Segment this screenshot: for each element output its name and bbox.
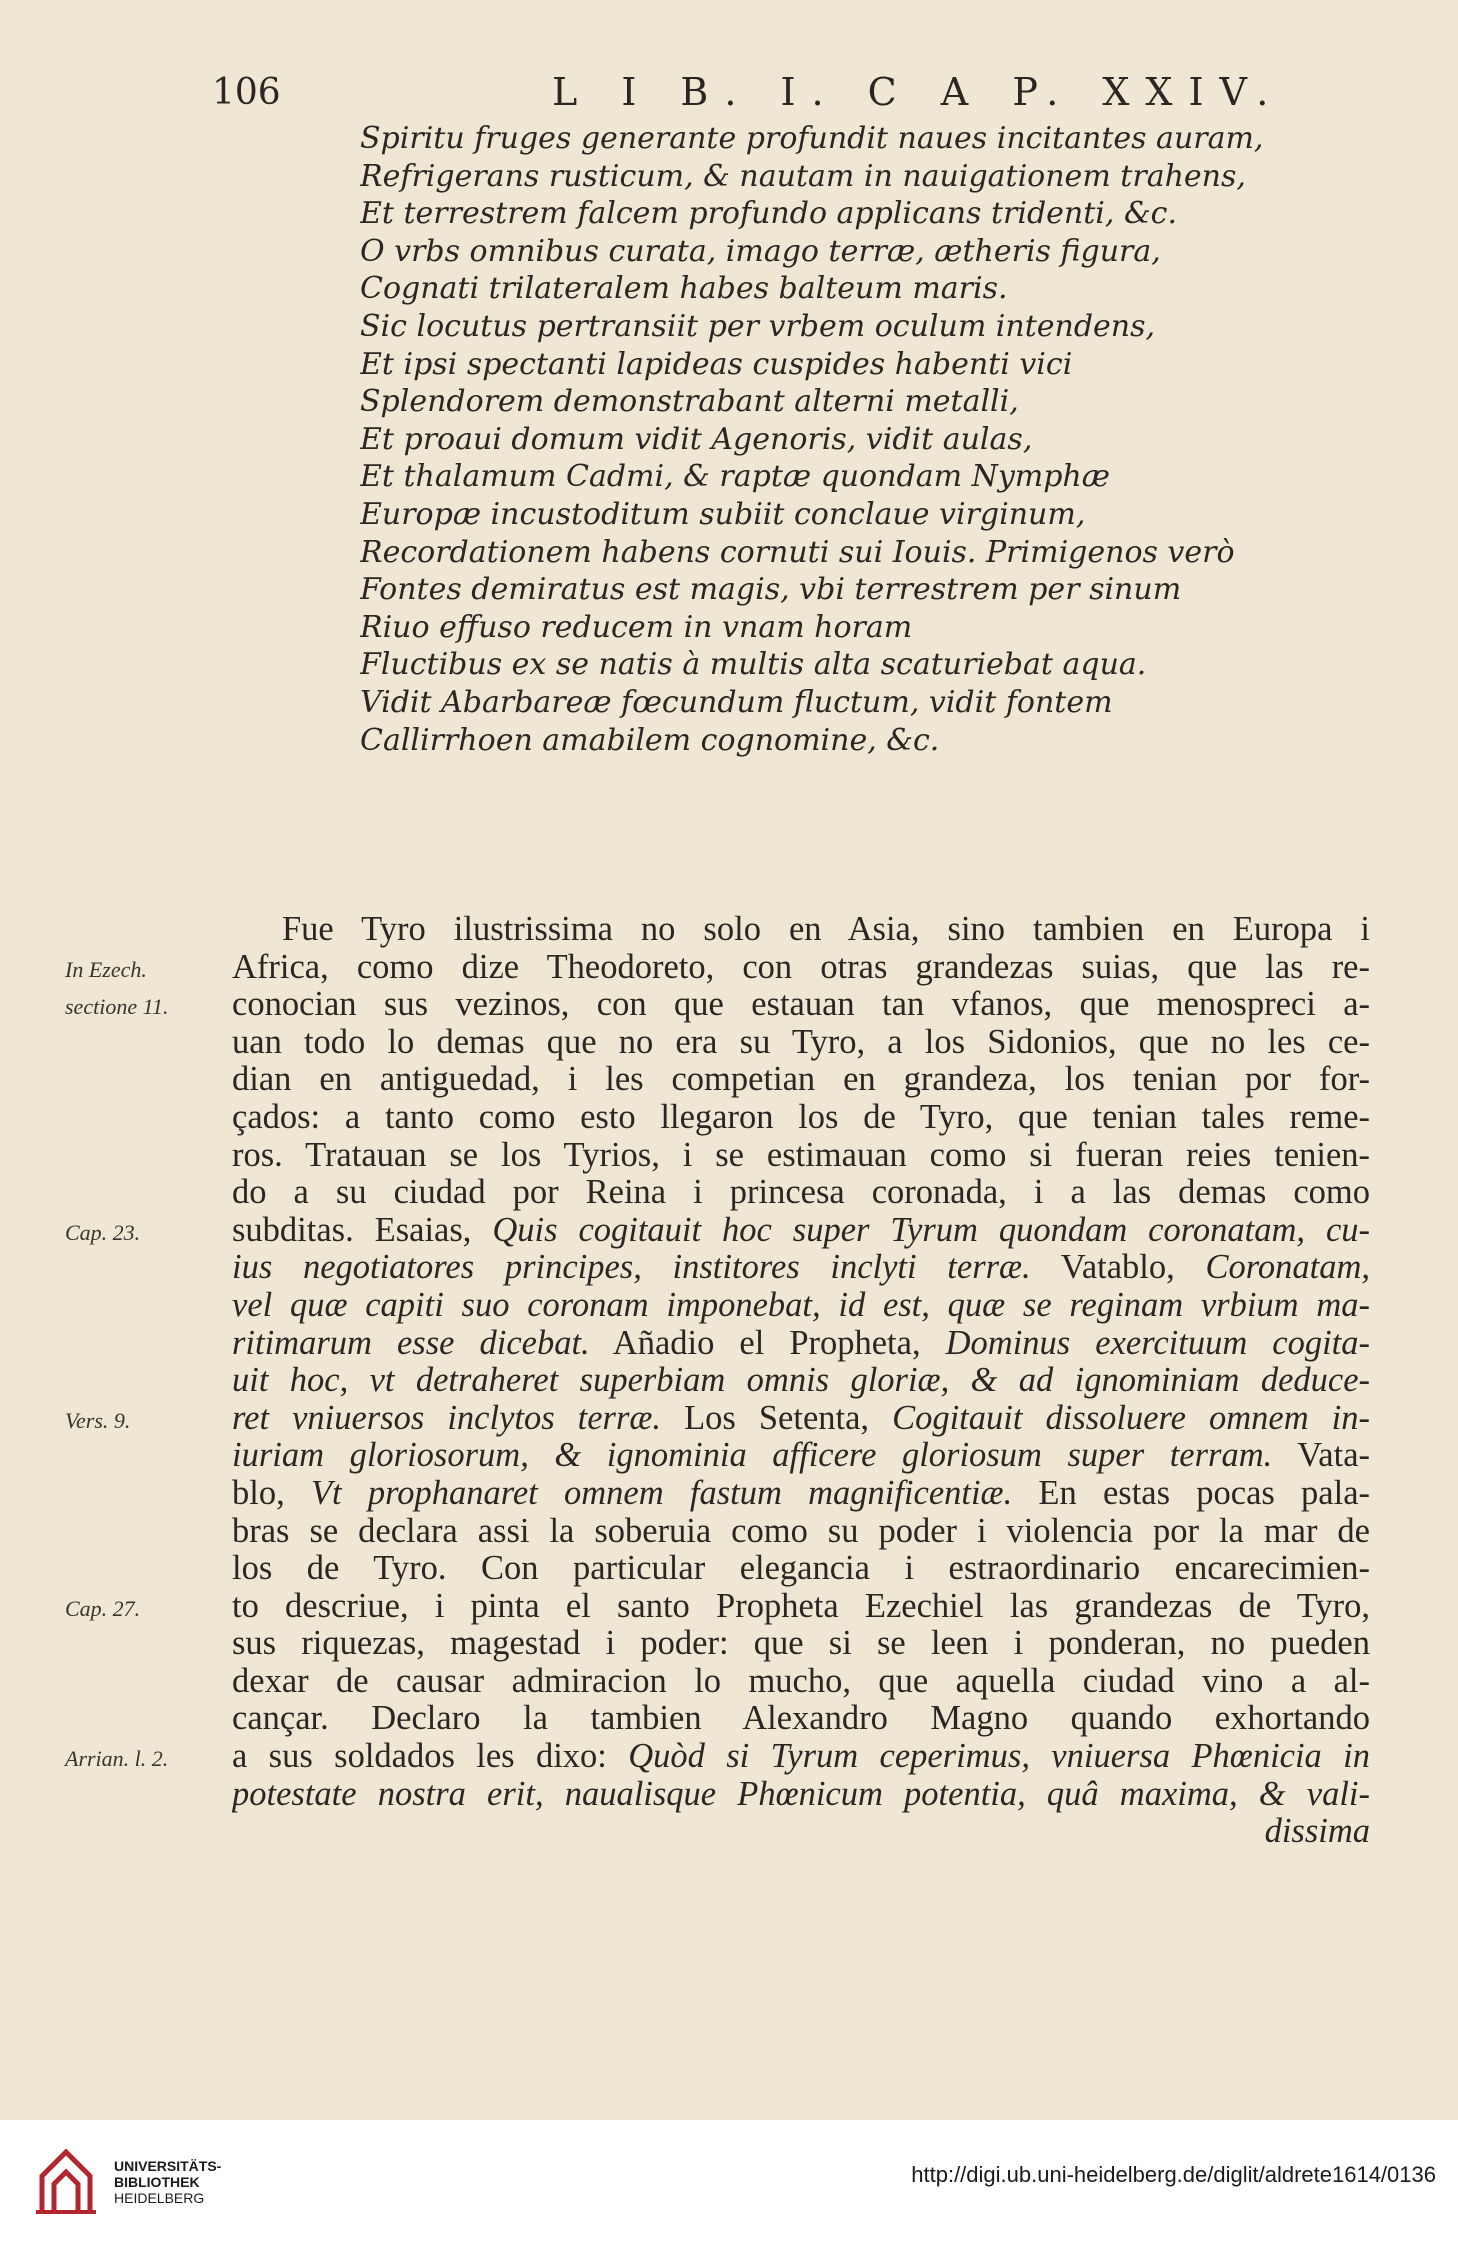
prose-line (232, 1663, 1370, 1701)
library-name (114, 2158, 221, 2206)
prose-text: Vatablo, (1030, 1249, 1206, 1287)
verse-line: Cognati trilateralem habes balteum maris. (360, 271, 1008, 307)
italic-quote: Vt prophanaret omnem fastum magnificentiæ. (310, 1474, 1013, 1512)
prose-line (232, 1776, 1370, 1814)
prose-line (232, 1287, 1370, 1325)
marginal-note: Arrian. l. 2. (65, 1746, 169, 1772)
prose-text: do a su ciudad por Reina i princesa coronada, i a las demas como (232, 1174, 1370, 1212)
italic-quote: ret vniuersos inclytos terræ. (232, 1399, 662, 1437)
prose-text: a sus soldados les dixo: (232, 1738, 629, 1776)
verse-line: Fluctibus ex se natis à multis alta scaturiebat aqua. (360, 647, 1147, 683)
marginal-note: Vers. 9. (65, 1407, 131, 1433)
italic-quote: uit hoc, vt detraheret superbiam omnis gloriæ, & ad ignominiam deduce- (232, 1362, 1370, 1400)
prose-text: los de Tyro. Con particular elegancia i estraordinario encarecimien- (232, 1550, 1370, 1588)
verse-line: Et proaui domum vidit Agenoris, vidit aulas, (360, 421, 1033, 457)
verse-line: Vidit Abarbareæ fœcundum fluctum, vidit fontem (360, 684, 1113, 720)
prose-line (232, 1249, 1370, 1287)
prose-text: blo, (232, 1474, 311, 1512)
verse-line: Refrigerans rusticum, & nautam in nauigationem trahens, (360, 158, 1246, 194)
prose-line (232, 1024, 1370, 1062)
verse-line: Fontes demiratus est magis, vbi terrestrem per sinum (360, 572, 1182, 608)
marginal-note: sectione 11. (65, 994, 169, 1020)
verse-line: Spiritu fruges generante profundit naues incitantes auram, (360, 121, 1264, 156)
prose-block (232, 911, 1370, 1851)
prose-line (232, 1813, 1370, 1851)
page-number: 106 (212, 72, 281, 113)
prose-line (232, 986, 1370, 1024)
library-name-line3: HEIDELBERG (114, 2190, 205, 2206)
library-logo-icon (34, 2146, 98, 2216)
italic-quote: dissima (1264, 1813, 1370, 1851)
prose-text: conocian sus vezinos, con que estauan tan vfanos, que menospreci a- (232, 986, 1370, 1024)
verse-line: Et ipsi spectanti lapideas cuspides habenti vici (360, 346, 1073, 382)
prose-line (232, 1513, 1370, 1551)
prose-line (232, 1137, 1370, 1175)
prose-text: bras se declara assi la soberuia como su poder i violencia por la mar de (232, 1512, 1370, 1550)
prose-text: to descriue, i pinta el santo Propheta Ezechiel las grandezas de Tyro, (232, 1587, 1370, 1625)
verse-block (360, 120, 1400, 759)
prose-text: En estas pocas pala- (1012, 1474, 1370, 1512)
verse-line: Callirrhoen amabilem cognomine, &c. (360, 722, 940, 758)
running-head: L I B. I. C A P. XXIV. (552, 70, 1285, 114)
source-url[interactable]: http://digi.ub.uni-heidelberg.de/diglit/aldrete1614/0136 (911, 2162, 1436, 2187)
library-name-line1: UNIVERSITÄTS- (114, 2158, 222, 2174)
verse-line: Sic locutus pertransiit per vrbem oculum intendens, (360, 308, 1156, 344)
italic-quote: Quòd si Tyrum ceperimus, vniuersa Phœnicia in (628, 1738, 1370, 1776)
italic-quote: Quis cogitauit hoc super Tyrum quondam coronatam, cu- (492, 1211, 1370, 1249)
verse-line: O vrbs omnibus curata, imago terræ, ætheris figura, (360, 233, 1161, 269)
prose-text: çados: a tanto como esto llegaron los de Tyro, que tenian tales reme- (232, 1098, 1370, 1136)
prose-line (232, 1099, 1370, 1137)
prose-line (232, 1550, 1370, 1588)
italic-quote: Coronatam, (1205, 1249, 1370, 1287)
italic-quote: Dominus exercituum cogita- (945, 1324, 1370, 1362)
prose-line (232, 1400, 1370, 1438)
prose-text: ros. Tratauan se los Tyrios, i se estimauan como si fueran reies tenien- (232, 1136, 1370, 1174)
prose-line (232, 1738, 1370, 1776)
italic-quote: Cogitauit dissoluere omnem in- (892, 1399, 1370, 1437)
prose-line (232, 911, 1370, 949)
verse-line: Europæ incustoditum subiit conclaue virginum, (360, 496, 1086, 532)
italic-quote: potestate nostra erit, naualisque Phœnicum potentia, quâ maxima, & vali- (232, 1775, 1370, 1813)
prose-line (232, 1212, 1370, 1250)
prose-line (232, 949, 1370, 987)
prose-line (232, 1700, 1370, 1738)
prose-line (232, 1362, 1370, 1400)
italic-quote: ius negotiatores principes, institores inclyti terræ. (232, 1249, 1031, 1287)
library-name-line2: BIBLIOTHEK (114, 2174, 200, 2190)
italic-quote: iuriam gloriosorum, & ignominia afficere gloriosum super terram. (232, 1437, 1273, 1475)
italic-quote: ritimarum esse dicebat. (232, 1324, 590, 1362)
marginal-note: In Ezech. (65, 956, 147, 982)
prose-text: Fue Tyro ilustrissima no solo en Asia, sino tambien en Europa i (282, 911, 1370, 948)
footer-bar (0, 2120, 1458, 2242)
prose-line (232, 1475, 1370, 1513)
prose-text: Los Setenta, (661, 1399, 893, 1437)
prose-text: dian en antiguedad, i les competian en grandeza, los tenian por for- (232, 1061, 1370, 1099)
page-header (212, 62, 1388, 122)
prose-text: Africa, como dize Theodoreto, con otras grandezas suias, que las re- (232, 948, 1370, 986)
prose-text: Añadio el Propheta, (589, 1324, 946, 1362)
prose-line (232, 1588, 1370, 1626)
verse-line: Splendorem demonstrabant alterni metalli, (360, 384, 1019, 420)
italic-quote: vel quæ capiti suo coronam imponebat, id est, quæ se reginam vrbium ma- (232, 1286, 1370, 1324)
prose-line (232, 1437, 1370, 1475)
verse-line: Et terrestrem falcem profundo applicans tridenti, &c. (360, 196, 1178, 232)
verse-line: Recordationem habens cornuti sui Iouis. Primigenos verò (360, 534, 1235, 570)
prose-line (232, 1061, 1370, 1099)
marginal-note: Cap. 27. (65, 1595, 141, 1621)
prose-text: subditas. Esaias, (232, 1211, 493, 1249)
prose-text: uan todo lo demas que no era su Tyro, a los Sidonios, que no les ce- (232, 1023, 1370, 1061)
prose-text: sus riquezas, magestad i poder: que si se leen i ponderan, no pueden (232, 1625, 1370, 1663)
marginal-note: Cap. 23. (65, 1219, 141, 1245)
prose-line (232, 1325, 1370, 1363)
verse-line: Et thalamum Cadmi, & raptæ quondam Nymphæ (360, 459, 1110, 495)
prose-line (232, 1625, 1370, 1663)
prose-text: dexar de causar admiracion lo mucho, que aquella ciudad vino a al- (232, 1662, 1370, 1700)
prose-text: cançar. Declaro la tambien Alexandro Magno quando exhortando (232, 1700, 1370, 1738)
verse-line: Riuo effuso reducem in vnam horam (360, 609, 913, 645)
prose-text: Vata- (1272, 1437, 1370, 1475)
prose-line (232, 1174, 1370, 1212)
